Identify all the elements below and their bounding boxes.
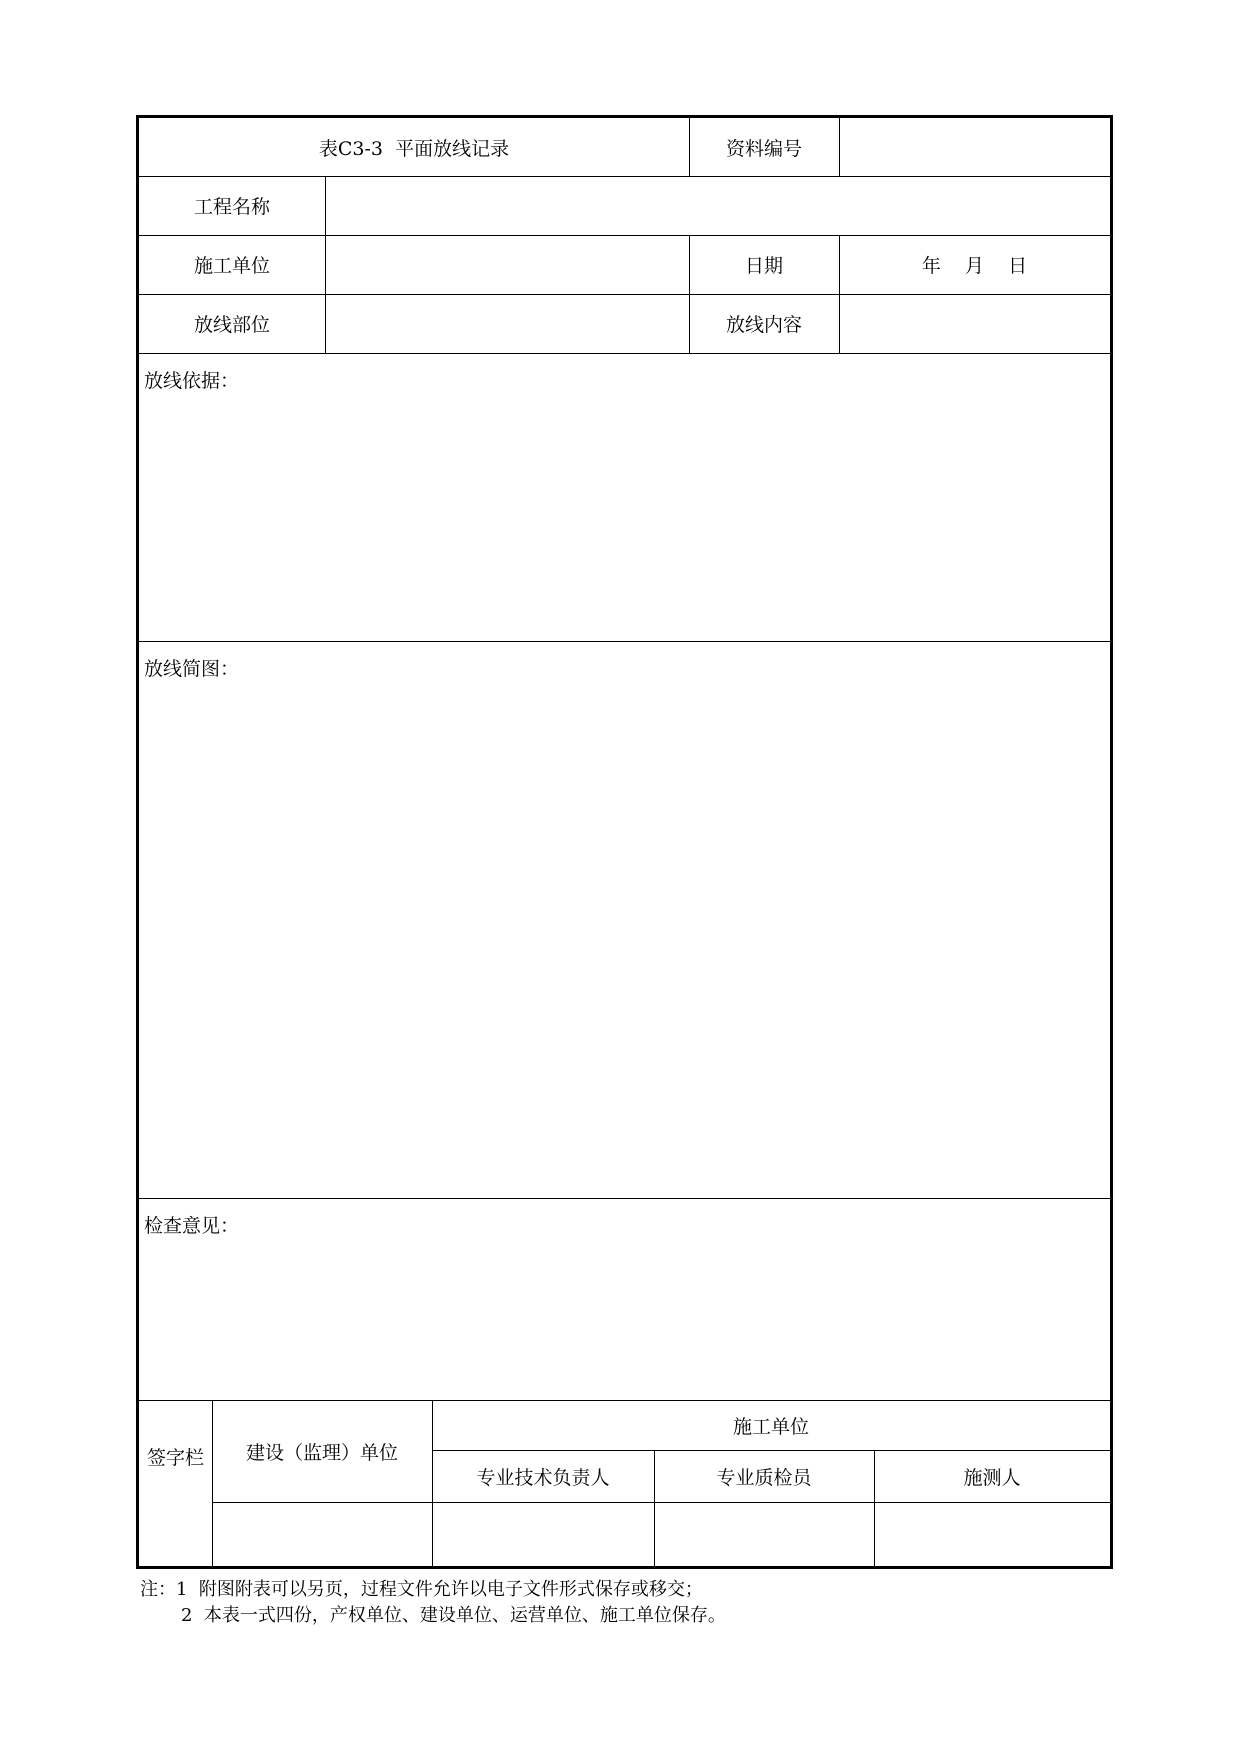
supervisor-label: 建设（监理）单位 xyxy=(245,1441,398,1464)
form-title: 表C3-3 平面放线记录 xyxy=(318,137,510,160)
signature-section-label: 签字栏 xyxy=(146,1446,204,1469)
content-label: 放线内容 xyxy=(725,314,802,336)
record-form xyxy=(136,115,1113,1569)
date-label: 日期 xyxy=(744,255,783,277)
location-field[interactable] xyxy=(325,294,689,353)
row-divider xyxy=(139,1198,1110,1199)
note-line-1: 注：1 附图附表可以另页，过程文件允许以电子文件形式保存或移交； xyxy=(140,1579,703,1600)
contractor-field[interactable] xyxy=(325,235,689,294)
location-label: 放线部位 xyxy=(193,314,270,336)
row-divider xyxy=(139,641,1110,642)
date-field[interactable]: 年 月 日 xyxy=(921,255,1028,277)
project-name-label: 工程名称 xyxy=(193,196,270,218)
basis-section-label: 放线依据： xyxy=(144,370,240,392)
supervisor-signature-field[interactable] xyxy=(212,1502,432,1566)
qc-signature-field[interactable] xyxy=(654,1502,874,1566)
surveyor-signature-field[interactable] xyxy=(874,1502,1110,1566)
note-line-2: 2 本表一式四份，产权单位、建设单位、运营单位、施工单位保存。 xyxy=(181,1605,726,1626)
qc-inspector-label: 专业质检员 xyxy=(716,1466,812,1489)
inspection-section-label: 检查意见： xyxy=(144,1215,240,1237)
doc-no-label: 资料编号 xyxy=(725,137,802,160)
content-field[interactable] xyxy=(839,294,1110,353)
surveyor-label: 施测人 xyxy=(963,1466,1021,1489)
tech-lead-label: 专业技术负责人 xyxy=(476,1466,610,1489)
row-divider xyxy=(139,353,1110,354)
sketch-section-label: 放线简图： xyxy=(144,658,240,680)
contractor-label: 施工单位 xyxy=(193,255,270,277)
doc-no-field[interactable] xyxy=(839,118,1110,176)
tech-lead-signature-field[interactable] xyxy=(432,1502,654,1566)
project-name-field[interactable] xyxy=(325,176,1110,235)
sign-contractor-label: 施工单位 xyxy=(732,1415,809,1438)
